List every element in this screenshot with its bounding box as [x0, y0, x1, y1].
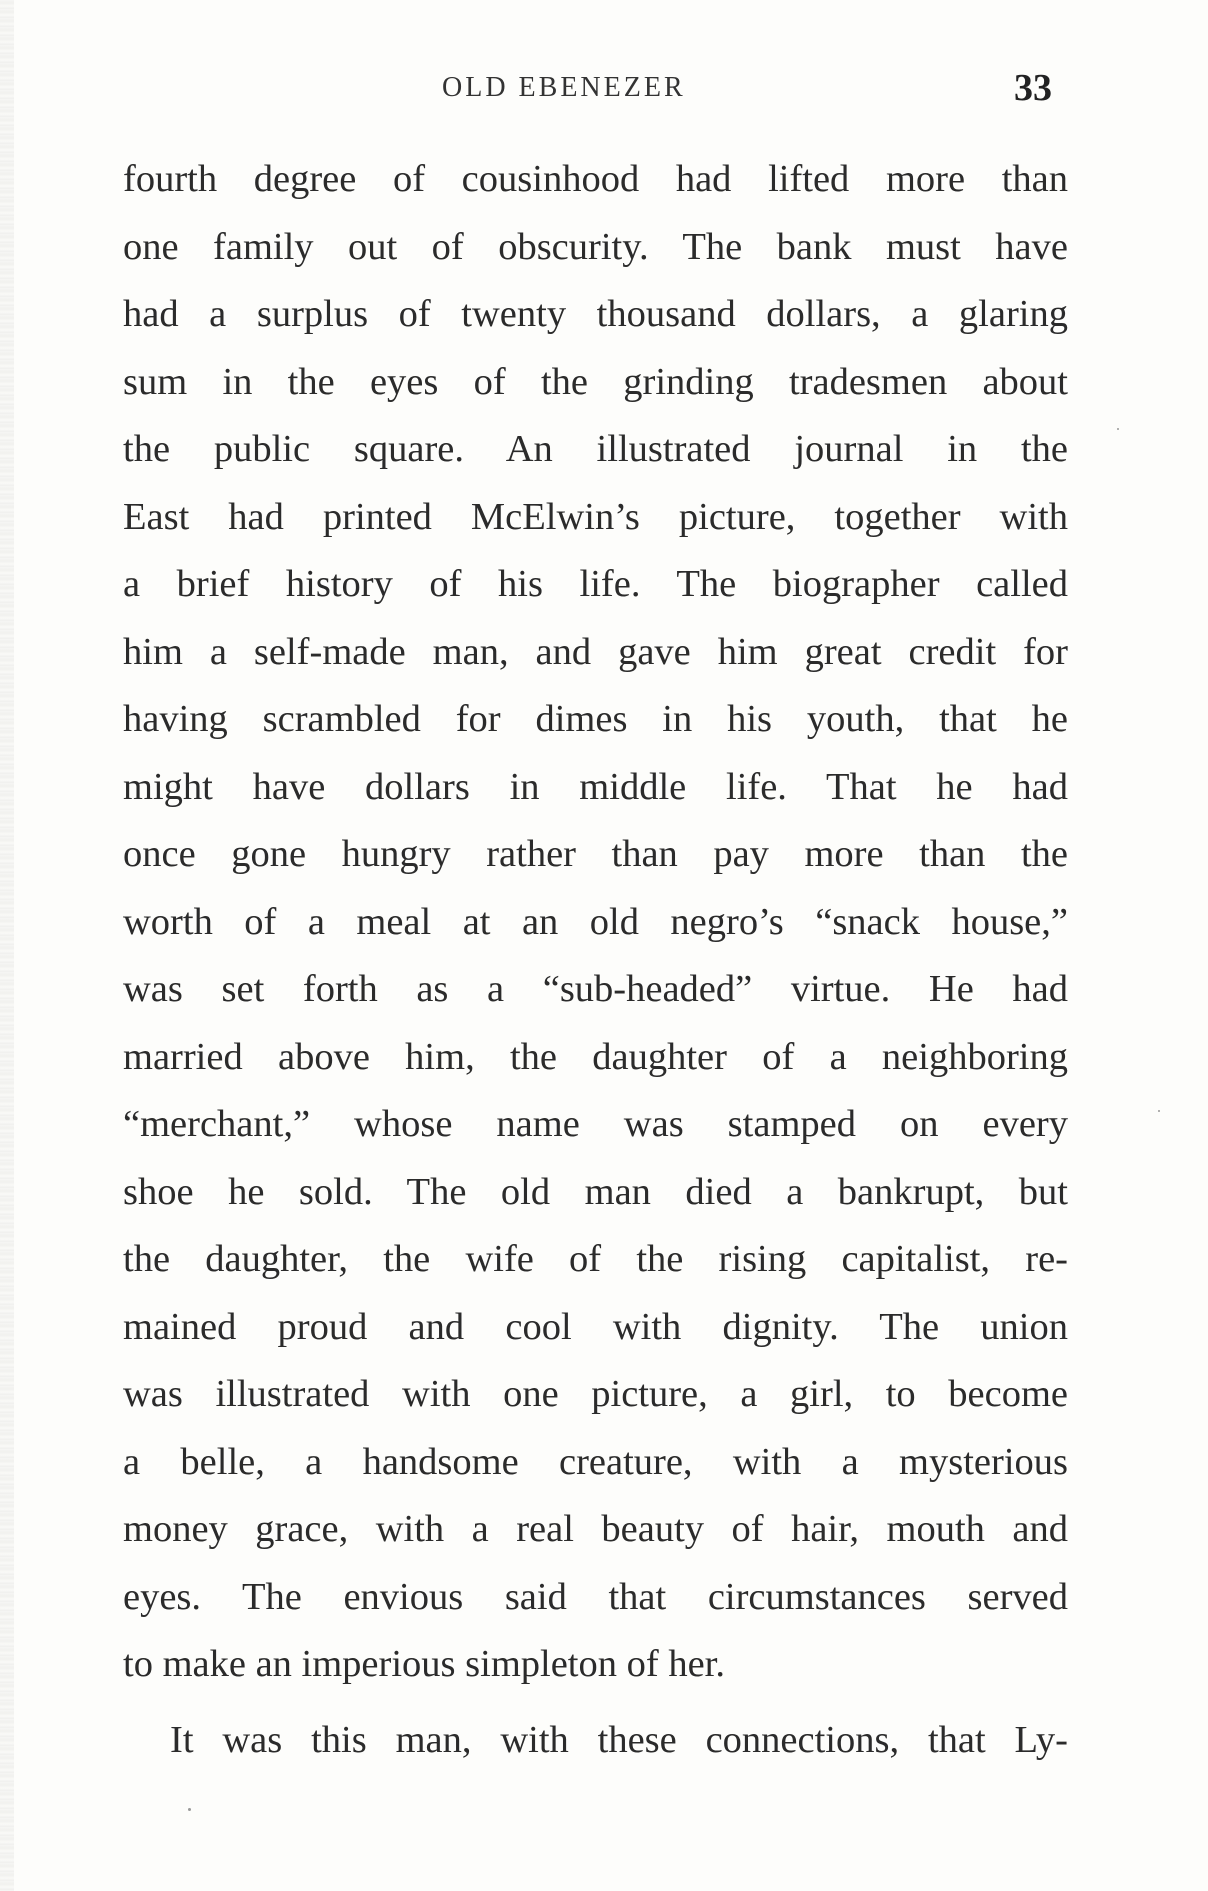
paragraph-gap [123, 1699, 1068, 1707]
text-line: once gone hungry rather than pay more than the [123, 833, 1068, 875]
text-line: one family out of obscurity. The bank must have [123, 225, 1068, 268]
text-line: worth of a meal at an old negro’s “snack house,” [123, 900, 1068, 943]
text-line: fourth degree of cousinhood had lifted more than [123, 158, 1068, 200]
text-line: East had printed McElwin’s picture, together with [123, 495, 1068, 538]
text-line: was illustrated with one picture, a girl, to become [123, 1373, 1068, 1415]
text-line: was set forth as a “sub-headed” virtue. He had [123, 968, 1068, 1010]
text-line: married above him, the daughter of a neighboring [123, 1035, 1068, 1078]
text-line-paragraph-start: It was this man, with these connections, that Ly- [170, 1718, 1068, 1761]
text-line: sum in the eyes of the grinding tradesmen about [123, 360, 1068, 403]
text-line: the public square. An illustrated journal in the [123, 428, 1068, 470]
body-text [123, 146, 1068, 1774]
text-line: mained proud and cool with dignity. The union [123, 1305, 1068, 1348]
text-line: having scrambled for dimes in his youth, that he [123, 698, 1068, 740]
running-title: OLD EBENEZER [442, 72, 686, 103]
page-number: 33 [1014, 67, 1052, 109]
text-line: him a self-made man, and gave him great credit for [123, 630, 1068, 673]
text-line: a belle, a handsome creature, with a mysterious [123, 1440, 1068, 1483]
text-line: had a surplus of twenty thousand dollars, a glaring [123, 293, 1068, 335]
text-line: the daughter, the wife of the rising capitalist, re- [123, 1238, 1068, 1280]
text-line: eyes. The envious said that circumstances served [123, 1575, 1068, 1618]
scan-speck [188, 1808, 191, 1811]
text-line: shoe he sold. The old man died a bankrupt, but [123, 1170, 1068, 1213]
scan-speck [1117, 428, 1119, 430]
scan-speck [1158, 1110, 1160, 1112]
text-line: might have dollars in middle life. That he had [123, 765, 1068, 808]
text-line-paragraph-end: to make an imperious simpleton of her. [123, 1643, 725, 1685]
text-line: “merchant,” whose name was stamped on every [123, 1103, 1068, 1145]
text-line: money grace, with a real beauty of hair, mouth and [123, 1508, 1068, 1550]
text-line: a brief history of his life. The biographer called [123, 563, 1068, 605]
